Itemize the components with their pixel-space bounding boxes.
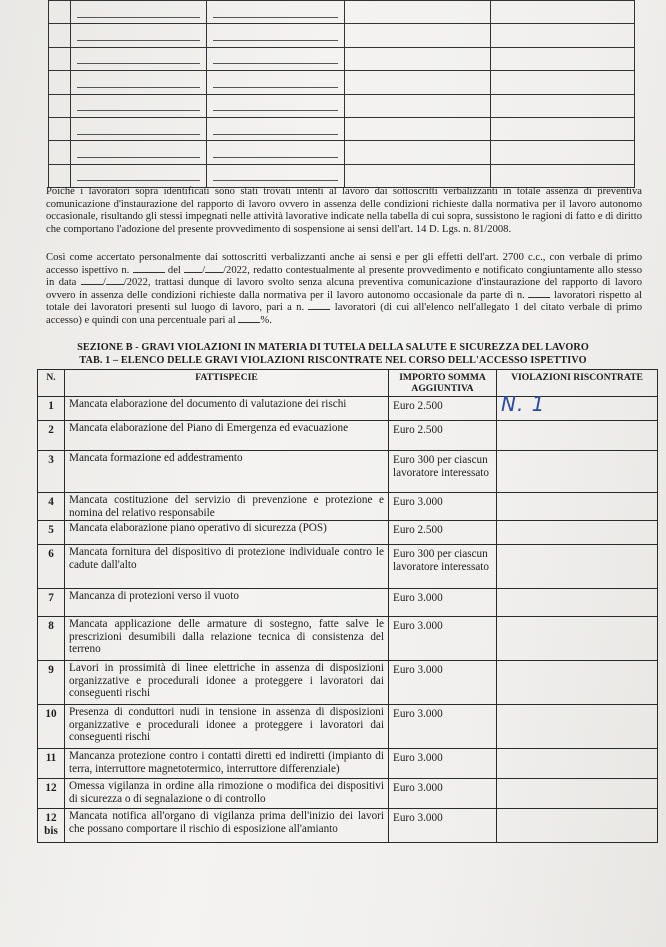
blank-field bbox=[106, 284, 124, 285]
row-importo: Euro 3.000 bbox=[389, 779, 497, 809]
blank-field bbox=[205, 272, 223, 273]
blank-line bbox=[77, 7, 200, 18]
row-fattispecie: Mancata elaborazione del Piano di Emergenza ed evacuazione bbox=[65, 421, 389, 451]
row-importo: Euro 3.000 bbox=[389, 749, 497, 779]
blank-line bbox=[213, 77, 338, 88]
row-importo: Euro 3.000 bbox=[389, 661, 497, 705]
row-importo: Euro 3.000 bbox=[389, 809, 497, 843]
row-violazioni bbox=[497, 809, 658, 843]
workers-table-cell bbox=[71, 141, 207, 164]
row-fattispecie: Mancata elaborazione del documento di valutazione dei rischi bbox=[65, 397, 389, 421]
table-row bbox=[38, 589, 658, 617]
workers-table-cell bbox=[345, 141, 491, 164]
workers-table-cell bbox=[207, 71, 345, 94]
workers-table-cell bbox=[49, 47, 71, 70]
row-fattispecie: Mancata costituzione del servizio di prevenzione e protezione e nomina del relativo responsabile bbox=[65, 493, 389, 521]
workers-table-cell bbox=[491, 94, 635, 117]
workers-table bbox=[48, 0, 635, 188]
workers-table-row bbox=[49, 117, 635, 140]
row-importo: Euro 2.500 bbox=[389, 421, 497, 451]
workers-table-cell bbox=[345, 94, 491, 117]
row-number: 1 bbox=[38, 397, 65, 421]
blank-field bbox=[81, 284, 103, 285]
blank-line bbox=[213, 30, 338, 41]
row-number: 4 bbox=[38, 493, 65, 521]
table-row bbox=[38, 749, 658, 779]
blank-line bbox=[213, 7, 338, 18]
blank-line bbox=[77, 30, 200, 41]
workers-table-cell bbox=[49, 71, 71, 94]
blank-line bbox=[213, 53, 338, 64]
header-violazioni: VIOLAZIONI RISCONTRATE bbox=[497, 370, 658, 397]
row-violazioni bbox=[497, 779, 658, 809]
row-violazioni bbox=[497, 749, 658, 779]
row-number: 7 bbox=[38, 589, 65, 617]
row-number: 3 bbox=[38, 451, 65, 493]
workers-table-cell bbox=[345, 24, 491, 47]
blank-line bbox=[213, 124, 338, 135]
workers-table-cell bbox=[345, 117, 491, 140]
row-fattispecie: Mancata formazione ed addestramento bbox=[65, 451, 389, 493]
workers-table-cell bbox=[49, 94, 71, 117]
blank-field bbox=[184, 272, 202, 273]
table-row bbox=[38, 661, 658, 705]
row-number: 5 bbox=[38, 521, 65, 545]
blank-line bbox=[77, 147, 200, 158]
workers-table-cell bbox=[49, 117, 71, 140]
workers-table-row bbox=[49, 24, 635, 47]
header-importo: IMPORTO SOMMA AGGIUNTIVA bbox=[389, 370, 497, 397]
table-row bbox=[38, 809, 658, 843]
workers-table-cell bbox=[71, 164, 207, 187]
row-number: 12 bis bbox=[38, 809, 65, 843]
workers-table-cell bbox=[71, 1, 207, 24]
table-row bbox=[38, 397, 658, 421]
workers-table-cell bbox=[207, 164, 345, 187]
workers-table-cell bbox=[491, 117, 635, 140]
blank-line bbox=[77, 53, 200, 64]
row-importo: Euro 300 per ciascun lavoratore interessato bbox=[389, 545, 497, 589]
workers-table-cell bbox=[491, 47, 635, 70]
workers-table-cell bbox=[491, 164, 635, 187]
row-violazioni bbox=[497, 451, 658, 493]
workers-table-row bbox=[49, 1, 635, 24]
row-number: 11 bbox=[38, 749, 65, 779]
workers-table-cell bbox=[491, 1, 635, 24]
row-fattispecie: Omessa vigilanza in ordine alla rimozione o modifica dei dispositivi di sicurezza o di segnalazione o di controllo bbox=[65, 779, 389, 809]
blank-field bbox=[528, 297, 550, 298]
blank-field bbox=[308, 309, 330, 310]
table-row bbox=[38, 617, 658, 661]
workers-table-cell bbox=[49, 164, 71, 187]
paragraph-suspension-reasons: Poiché i lavoratori sopra identificati sono stati trovati intenti al lavoro dai sottoscritti verbalizzanti in totale assenza di preventiva comunicazione d'instaurazione del rapporto di lavoro ovvero in assenza delle condizioni richieste dalla normativa per il lavoro autonomo occasionale, risultando gli stessi impegnati nelle attività lavorative indicate nella tabella di cui sopra, sussistono le ragioni di fatto e di diritto che comportano l'adozione del presente provvedimento di sospensione ai sensi dell'art. 14 D. Lgs. n. 81/2008. bbox=[46, 186, 642, 235]
table-row bbox=[38, 545, 658, 589]
row-violazioni bbox=[497, 493, 658, 521]
paragraph-inspection-details: Così come accertato personalmente dai sottoscritti verbalizzanti anche ai sensi e per gli effetti dell'art. 2700 c.c., con verbale di primo accesso ispettivo n. del / /2022, redatto contestualmente al presente provvedimento e notificato congiuntamente allo stesso in data / /2022, trattasi dunque di lavoro svolto senza alcuna preventiva comunicazione d'instaurazione del rapporto di lavoro ovvero in assenza delle condizioni richieste dalla normativa per il lavoro autonomo occasionale da parte di n. lavoratori rispetto al totale dei lavoratori presenti sul luogo di lavoro, pari a n. lavoratori (di cui all'elenco nell'allegato 1 del citato verbale di primo accesso) e quindi con una percentuale pari al %. bbox=[46, 252, 643, 326]
row-fattispecie: Mancanza protezione contro i contatti diretti ed indiretti (impianto di terra, interruttore magnetotermico, interruttore differenziale) bbox=[65, 749, 389, 779]
workers-table-cell bbox=[345, 164, 491, 187]
workers-table-cell bbox=[71, 117, 207, 140]
blank-line bbox=[213, 170, 338, 181]
section-b-title: SEZIONE B - GRAVI VIOLAZIONI IN MATERIA DI TUTELA DELLA SALUTE E SICUREZZA DEL LAVORO bbox=[77, 342, 589, 353]
table-row bbox=[38, 493, 658, 521]
row-number: 12 bbox=[38, 779, 65, 809]
table-row bbox=[38, 521, 658, 545]
table-title: TAB. 1 – ELENCO DELLE GRAVI VIOLAZIONI RISCONTRATE NEL CORSO DELL'ACCESSO ISPETTIVO bbox=[79, 355, 587, 366]
violations-table bbox=[37, 369, 658, 843]
workers-table-cell bbox=[491, 24, 635, 47]
row-violazioni bbox=[497, 589, 658, 617]
header-fattispecie: FATTISPECIE bbox=[65, 370, 389, 397]
row-fattispecie: Presenza di conduttori nudi in tensione in assenza di disposizioni organizzative e procedurali idonee a proteggere i lavoratori dai conseguenti rischi bbox=[65, 705, 389, 749]
blank-line bbox=[213, 100, 338, 111]
workers-table-cell bbox=[49, 24, 71, 47]
row-violazioni bbox=[497, 661, 658, 705]
workers-table-cell bbox=[71, 24, 207, 47]
row-fattispecie: Mancata elaborazione piano operativo di sicurezza (POS) bbox=[65, 521, 389, 545]
workers-table-cell bbox=[71, 71, 207, 94]
row-fattispecie: Mancata notifica all'organo di vigilanza prima dell'inizio dei lavori che possano comportare il rischio di esposizione all'amianto bbox=[65, 809, 389, 843]
workers-table-row bbox=[49, 164, 635, 187]
table-row bbox=[38, 421, 658, 451]
row-violazioni bbox=[497, 521, 658, 545]
workers-table-row bbox=[49, 141, 635, 164]
workers-table-cell bbox=[207, 94, 345, 117]
row-importo: Euro 3.000 bbox=[389, 589, 497, 617]
row-number: 8 bbox=[38, 617, 65, 661]
row-violazioni bbox=[497, 421, 658, 451]
row-importo: Euro 300 per ciascun lavoratore interessato bbox=[389, 451, 497, 493]
blank-line bbox=[77, 170, 200, 181]
workers-table-cell bbox=[491, 71, 635, 94]
blank-line bbox=[77, 124, 200, 135]
workers-table-cell bbox=[491, 141, 635, 164]
workers-table-cell bbox=[207, 47, 345, 70]
workers-table-cell bbox=[49, 1, 71, 24]
row-fattispecie: Mancata fornitura del dispositivo di protezione individuale contro le cadute dall'alto bbox=[65, 545, 389, 589]
workers-table-cell bbox=[345, 1, 491, 24]
workers-table-cell bbox=[207, 1, 345, 24]
row-importo: Euro 2.500 bbox=[389, 521, 497, 545]
row-importo: Euro 3.000 bbox=[389, 493, 497, 521]
workers-table-cell bbox=[49, 141, 71, 164]
row-importo: Euro 3.000 bbox=[389, 705, 497, 749]
workers-table-cell bbox=[207, 141, 345, 164]
blank-line bbox=[213, 147, 338, 158]
row-fattispecie: Lavori in prossimità di linee elettriche in assenza di disposizioni organizzative e procedurali idonee a proteggere i lavoratori dai conseguenti rischi bbox=[65, 661, 389, 705]
blank-field bbox=[133, 272, 165, 273]
row-violazioni bbox=[497, 617, 658, 661]
blank-field bbox=[238, 322, 260, 323]
row-fattispecie: Mancata applicazione delle armature di sostegno, fatte salve le prescrizioni desumibili dalla relazione tecnica di consistenza del terreno bbox=[65, 617, 389, 661]
table-row bbox=[38, 451, 658, 493]
row-importo: Euro 2.500 bbox=[389, 397, 497, 421]
workers-table-cell bbox=[207, 117, 345, 140]
header-number: N. bbox=[38, 370, 65, 397]
workers-table-cell bbox=[71, 94, 207, 117]
blank-line bbox=[77, 77, 200, 88]
row-violazioni: N. 1 bbox=[497, 397, 658, 421]
row-violazioni bbox=[497, 545, 658, 589]
workers-table-cell bbox=[345, 71, 491, 94]
workers-table-cell bbox=[71, 47, 207, 70]
workers-table-row bbox=[49, 71, 635, 94]
row-number: 6 bbox=[38, 545, 65, 589]
blank-line bbox=[77, 100, 200, 111]
workers-table-row bbox=[49, 94, 635, 117]
workers-table-row bbox=[49, 47, 635, 70]
table-row bbox=[38, 779, 658, 809]
table-row bbox=[38, 705, 658, 749]
row-number: 2 bbox=[38, 421, 65, 451]
row-fattispecie: Mancanza di protezioni verso il vuoto bbox=[65, 589, 389, 617]
row-violazioni bbox=[497, 705, 658, 749]
row-number: 9 bbox=[38, 661, 65, 705]
row-number: 10 bbox=[38, 705, 65, 749]
row-importo: Euro 3.000 bbox=[389, 617, 497, 661]
workers-table-cell bbox=[345, 47, 491, 70]
workers-table-cell bbox=[207, 24, 345, 47]
